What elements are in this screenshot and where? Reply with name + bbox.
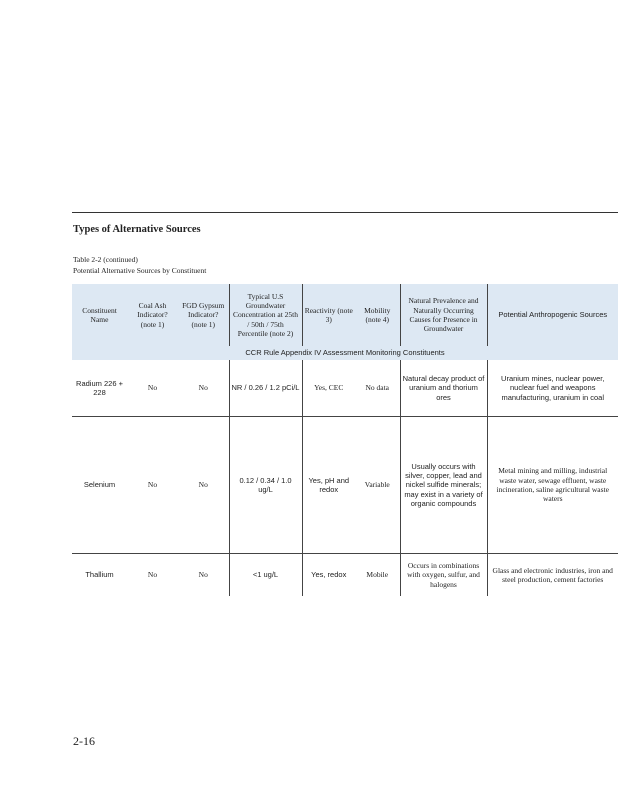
header-mobility: Mobility (note 4) (355, 284, 400, 346)
table-caption-number: Table 2-2 (continued) (73, 255, 138, 264)
page-number: 2-16 (73, 734, 95, 748)
cell-natural: Occurs in combinations with oxygen, sulfur, and halogens (400, 554, 487, 597)
cell-typical: <1 ug/L (229, 554, 302, 597)
table-row (72, 554, 618, 597)
cell-coal-ash: No (127, 554, 178, 597)
cell-reactivity: Yes, redox (302, 554, 355, 597)
table-row (72, 360, 618, 417)
cell-coal-ash: No (147, 383, 158, 393)
section-band-label: CCR Rule Appendix IV Assessment Monitoring Constituents (72, 346, 618, 360)
header-coal-ash: Coal Ash Indicator? (note 1) (127, 284, 178, 346)
cell-coal-ash: No (127, 417, 178, 554)
cell-mobility: Variable (355, 417, 400, 554)
cell-mobility: Mobile (355, 554, 400, 597)
cell-natural: Usually occurs with silver, copper, lead and nickel sulfide minerals; may exist in a variety of organic compounds (400, 417, 487, 554)
cell-typical: NR / 0.26 / 1.2 pCi/L (229, 360, 302, 417)
cell-natural: Natural decay product of uranium and thorium ores (400, 360, 487, 417)
header-anthropogenic-sources: Potential Anthropogenic Sources (487, 284, 618, 346)
header-constituent: Constituent Name (72, 284, 127, 346)
table-caption-title: Potential Alternative Sources by Constituent (73, 266, 207, 275)
alternative-sources-table (72, 284, 618, 596)
cell-fgd: No (178, 554, 229, 597)
header-natural-prevalence: Natural Prevalence and Naturally Occurring Causes for Presence in Groundwater (400, 284, 487, 346)
header-typical-concentration: Typical U.S Groundwater Concentration at 25th / 50th / 75th Percentile (note 2) (229, 284, 302, 346)
section-title: Types of Alternative Sources (73, 224, 201, 235)
cell-constituent: Thallium (72, 554, 127, 597)
cell-mobility: No data (365, 383, 390, 393)
cell-reactivity: Yes, pH and redox (302, 417, 355, 554)
cell-anthropogenic: Glass and electronic industries, iron and steel production, cement factories (487, 554, 618, 597)
cell-constituent: Selenium (72, 417, 127, 554)
cell-typical: 0.12 / 0.34 / 1.0 ug/L (229, 417, 302, 554)
cell-reactivity: Yes, CEC (302, 360, 355, 417)
section-band-row (72, 346, 618, 360)
top-rule (72, 212, 618, 213)
cell-constituent: Radium 226 + 228 (76, 378, 123, 397)
cell-anthropogenic: Uranium mines, nuclear power, nuclear fuel and weapons manufacturing, uranium in coal (487, 360, 618, 417)
table-row (72, 417, 618, 554)
header-row (72, 284, 618, 346)
cell-fgd: No (198, 383, 208, 393)
cell-fgd: No (178, 417, 229, 554)
cell-anthropogenic: Metal mining and milling, industrial waste water, sewage effluent, waste incineration, saline agricultural waste waters (487, 417, 618, 554)
header-reactivity: Reactivity (note 3) (302, 284, 355, 346)
header-fgd: FGD Gypsum Indicator? (note 1) (178, 284, 229, 346)
